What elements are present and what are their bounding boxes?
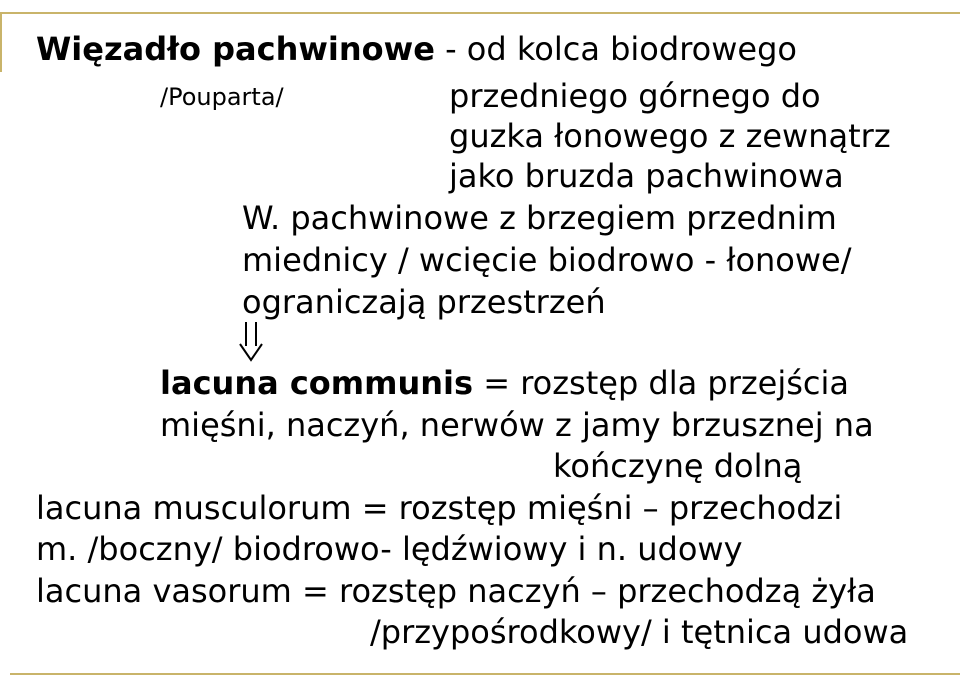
line-6: miednicy / wcięcie biodrowo - łonowe/	[242, 241, 852, 279]
line-5: W. pachwinowe z brzegiem przednim	[242, 199, 837, 237]
double-down-arrow-icon	[237, 320, 265, 362]
line-lacuna-vasorum: lacuna vasorum = rozstęp naczyń – przechodzą żyła	[36, 572, 876, 610]
line-4: jako bruzda pachwinowa	[449, 157, 844, 195]
line-10: kończynę dolną	[553, 447, 803, 485]
line-9: mięśni, naczyń, nerwów z jamy brzusznej na	[160, 406, 874, 444]
top-accent-rule	[0, 12, 960, 14]
line-7: ograniczają przestrzeń	[242, 283, 606, 321]
line-14: /przypośrodkowy/ i tętnica udowa	[370, 613, 909, 651]
bottom-accent-rule	[10, 673, 960, 675]
line-inguinal-ligament-text: - od kolca biodrowego	[434, 30, 797, 68]
line-3: guzka łonowego z zewnątrz	[449, 117, 891, 155]
line-inguinal-ligament	[36, 30, 797, 68]
term-lacuna-communis: lacuna communis	[160, 364, 474, 402]
line-lacuna-musculorum: lacuna musculorum = rozstęp mięśni – przechodzi	[36, 489, 843, 527]
line-2: przedniego górnego do	[449, 77, 821, 115]
aside-poupart: /Pouparta/	[160, 83, 284, 111]
line-12: m. /boczny/ biodrowo- lędźwiowy i n. udowy	[36, 530, 743, 568]
term-inguinal-ligament: Więzadło pachwinowe	[36, 30, 435, 68]
line-lacuna-communis	[160, 364, 849, 402]
left-accent-rule	[0, 12, 2, 72]
line-lacuna-communis-text: = rozstęp dla przejścia	[473, 364, 850, 402]
